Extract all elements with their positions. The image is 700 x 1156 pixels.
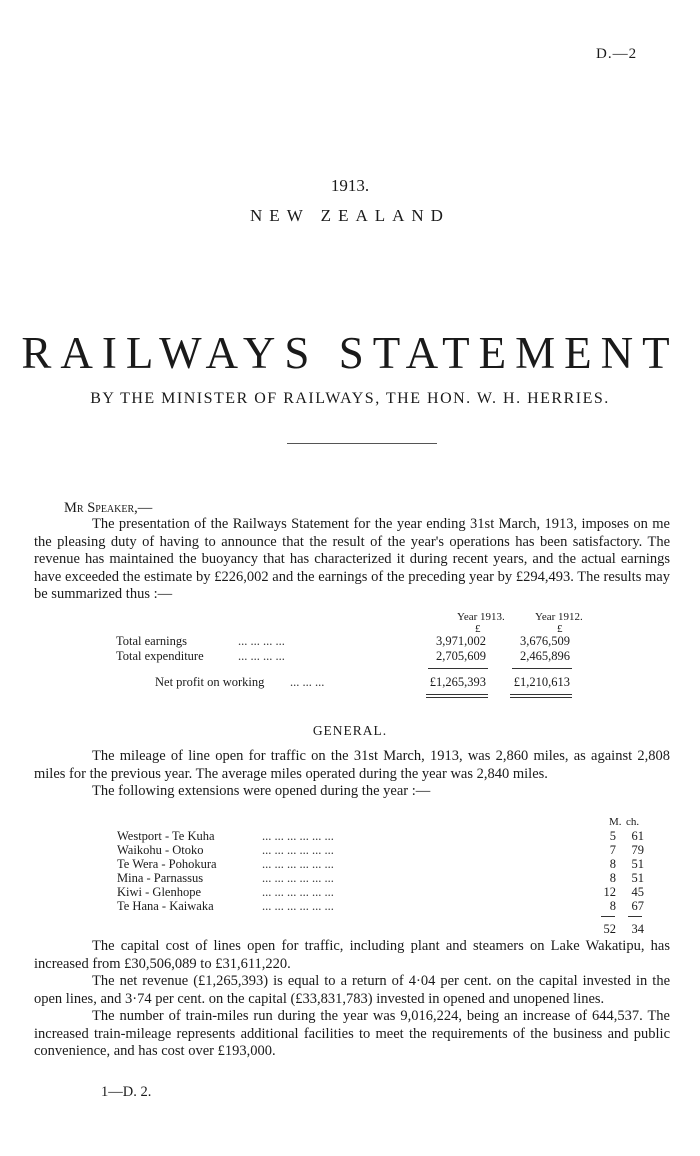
extension-row-chains: 51 [631,871,644,885]
section-heading-general: GENERAL. [312,723,388,738]
extension-row-chains: 67 [631,899,644,913]
extension-row-dots: ... ... ... ... ... ... [262,899,334,913]
extension-row-chains: 79 [631,843,644,857]
extension-row-miles: 8 [609,871,616,885]
extensions-total-rule [601,916,615,917]
summary-row-dots: ... ... ... ... [238,634,285,648]
summary-total-rule [510,694,572,695]
extension-row-name: Westport - Te Kuha [117,829,215,843]
summary-currency-1913: £ [475,623,481,635]
summary-row-dots: ... ... ... ... [238,649,285,663]
extensions-total-chains: 34 [631,922,644,936]
extension-row-dots: ... ... ... ... ... ... [262,843,334,857]
extension-row-chains: 61 [631,829,644,843]
general-paragraph [34,748,670,801]
extension-row-name: Te Wera - Pohokura [117,857,217,871]
summary-subtotal-rule [428,668,488,669]
general-text: The mileage of line open for traffic on the 31st March, 1913, was 2,860 miles, as against 2,808 miles for the previous year. The average miles operated during the year was 2,840 miles. [34,748,670,782]
extension-row-chains: 51 [631,857,644,871]
summary-net-label: Net profit on working [155,675,265,689]
extension-row-miles: 8 [609,857,616,871]
capital-paragraphs [34,938,670,1061]
capital-text: The capital cost of lines open for traffic, including plant and steamers on Lake Wakatipu, has increased from £30,506,089 to £31,611,220. [34,938,670,972]
summary-net-1913: £1,265,393 [429,675,486,689]
summary-net-1912: £1,210,613 [513,675,570,689]
summary-row-label: Total expenditure [116,649,204,663]
extensions-intro: The following extensions were opened during the year :— [92,783,431,799]
summary-head-1913: Year 1913. [457,611,505,623]
extension-row-name: Kiwi - Glenhope [117,885,202,899]
summary-row-1913: 3,971,002 [436,634,486,648]
revenue-text: The net revenue (£1,265,393) is equal to a return of 4·04 per cent. on the capital invested in the open lines, and 3·74 per cent. on the capital (£33,831,783) invested in opened and unopened lines. [34,973,670,1007]
summary-head-1912: Year 1912. [535,611,583,623]
document-title: RAILWAYS STATEMENT [21,328,679,378]
summary-row-label: Total earnings [116,634,187,648]
summary-row-1912: 3,676,509 [520,634,570,648]
summary-total-rule [426,694,488,695]
extensions-head-chains: ch. [626,816,640,828]
extension-row-dots: ... ... ... ... ... ... [262,829,334,843]
extension-row-dots: ... ... ... ... ... ... [262,871,334,885]
extension-row-miles: 5 [609,829,616,843]
summary-total-rule [426,697,488,698]
extension-row-dots: ... ... ... ... ... ... [262,857,334,871]
summary-net-dots: ... ... ... [290,675,325,689]
summary-total-rule [510,697,572,698]
summary-row-1912: 2,465,896 [520,649,570,663]
summary-currency-1912: £ [557,623,563,635]
page-footer-signature: 1—D. 2. [101,1084,152,1100]
document-reference: D.—2 [596,46,638,62]
extension-row-miles: 7 [609,843,616,857]
extension-row-chains: 45 [631,885,644,899]
extension-row-miles: 12 [603,885,616,899]
extension-row-miles: 8 [609,899,616,913]
extension-row-name: Mina - Parnassus [117,871,204,885]
extension-row-dots: ... ... ... ... ... ... [262,885,334,899]
trainmiles-text: The number of train-miles run during the year was 9,016,224, being an increase of 644,537. The increased train-mileage represents additional facilities to meet the requirements of the business and public convenience, and has cost over £193,000. [34,1008,670,1059]
country-heading: NEW ZEALAND [250,206,450,225]
intro-paragraph [34,516,670,604]
title-divider [287,443,437,444]
extensions-total-rule [628,916,642,917]
extensions-total-miles: 52 [603,922,616,936]
extensions-head-miles: M. [609,816,622,828]
summary-subtotal-rule [512,668,572,669]
document-subtitle: BY THE MINISTER OF RAILWAYS, THE HON. W. H. HERRIES. [90,390,610,407]
extension-row-name: Te Hana - Kaiwaka [117,899,214,913]
document-year: 1913. [330,176,370,195]
extension-row-name: Waikohu - Otoko [117,843,204,857]
intro-text: The presentation of the Railways Statement for the year ending 31st March, 1913, imposes on me the pleasing duty of having to announce that the result of the year's operations has been satisfactory. The revenue has maintained the buoyancy that has characterized it during recent years, and the actual earnings have exceeded the estimate by £226,002 and the earnings of the preceding year by £294,493. The results may be summarized thus :— [34,516,670,602]
salutation: Mr Speaker,— [64,500,153,516]
summary-row-1913: 2,705,609 [436,649,486,663]
